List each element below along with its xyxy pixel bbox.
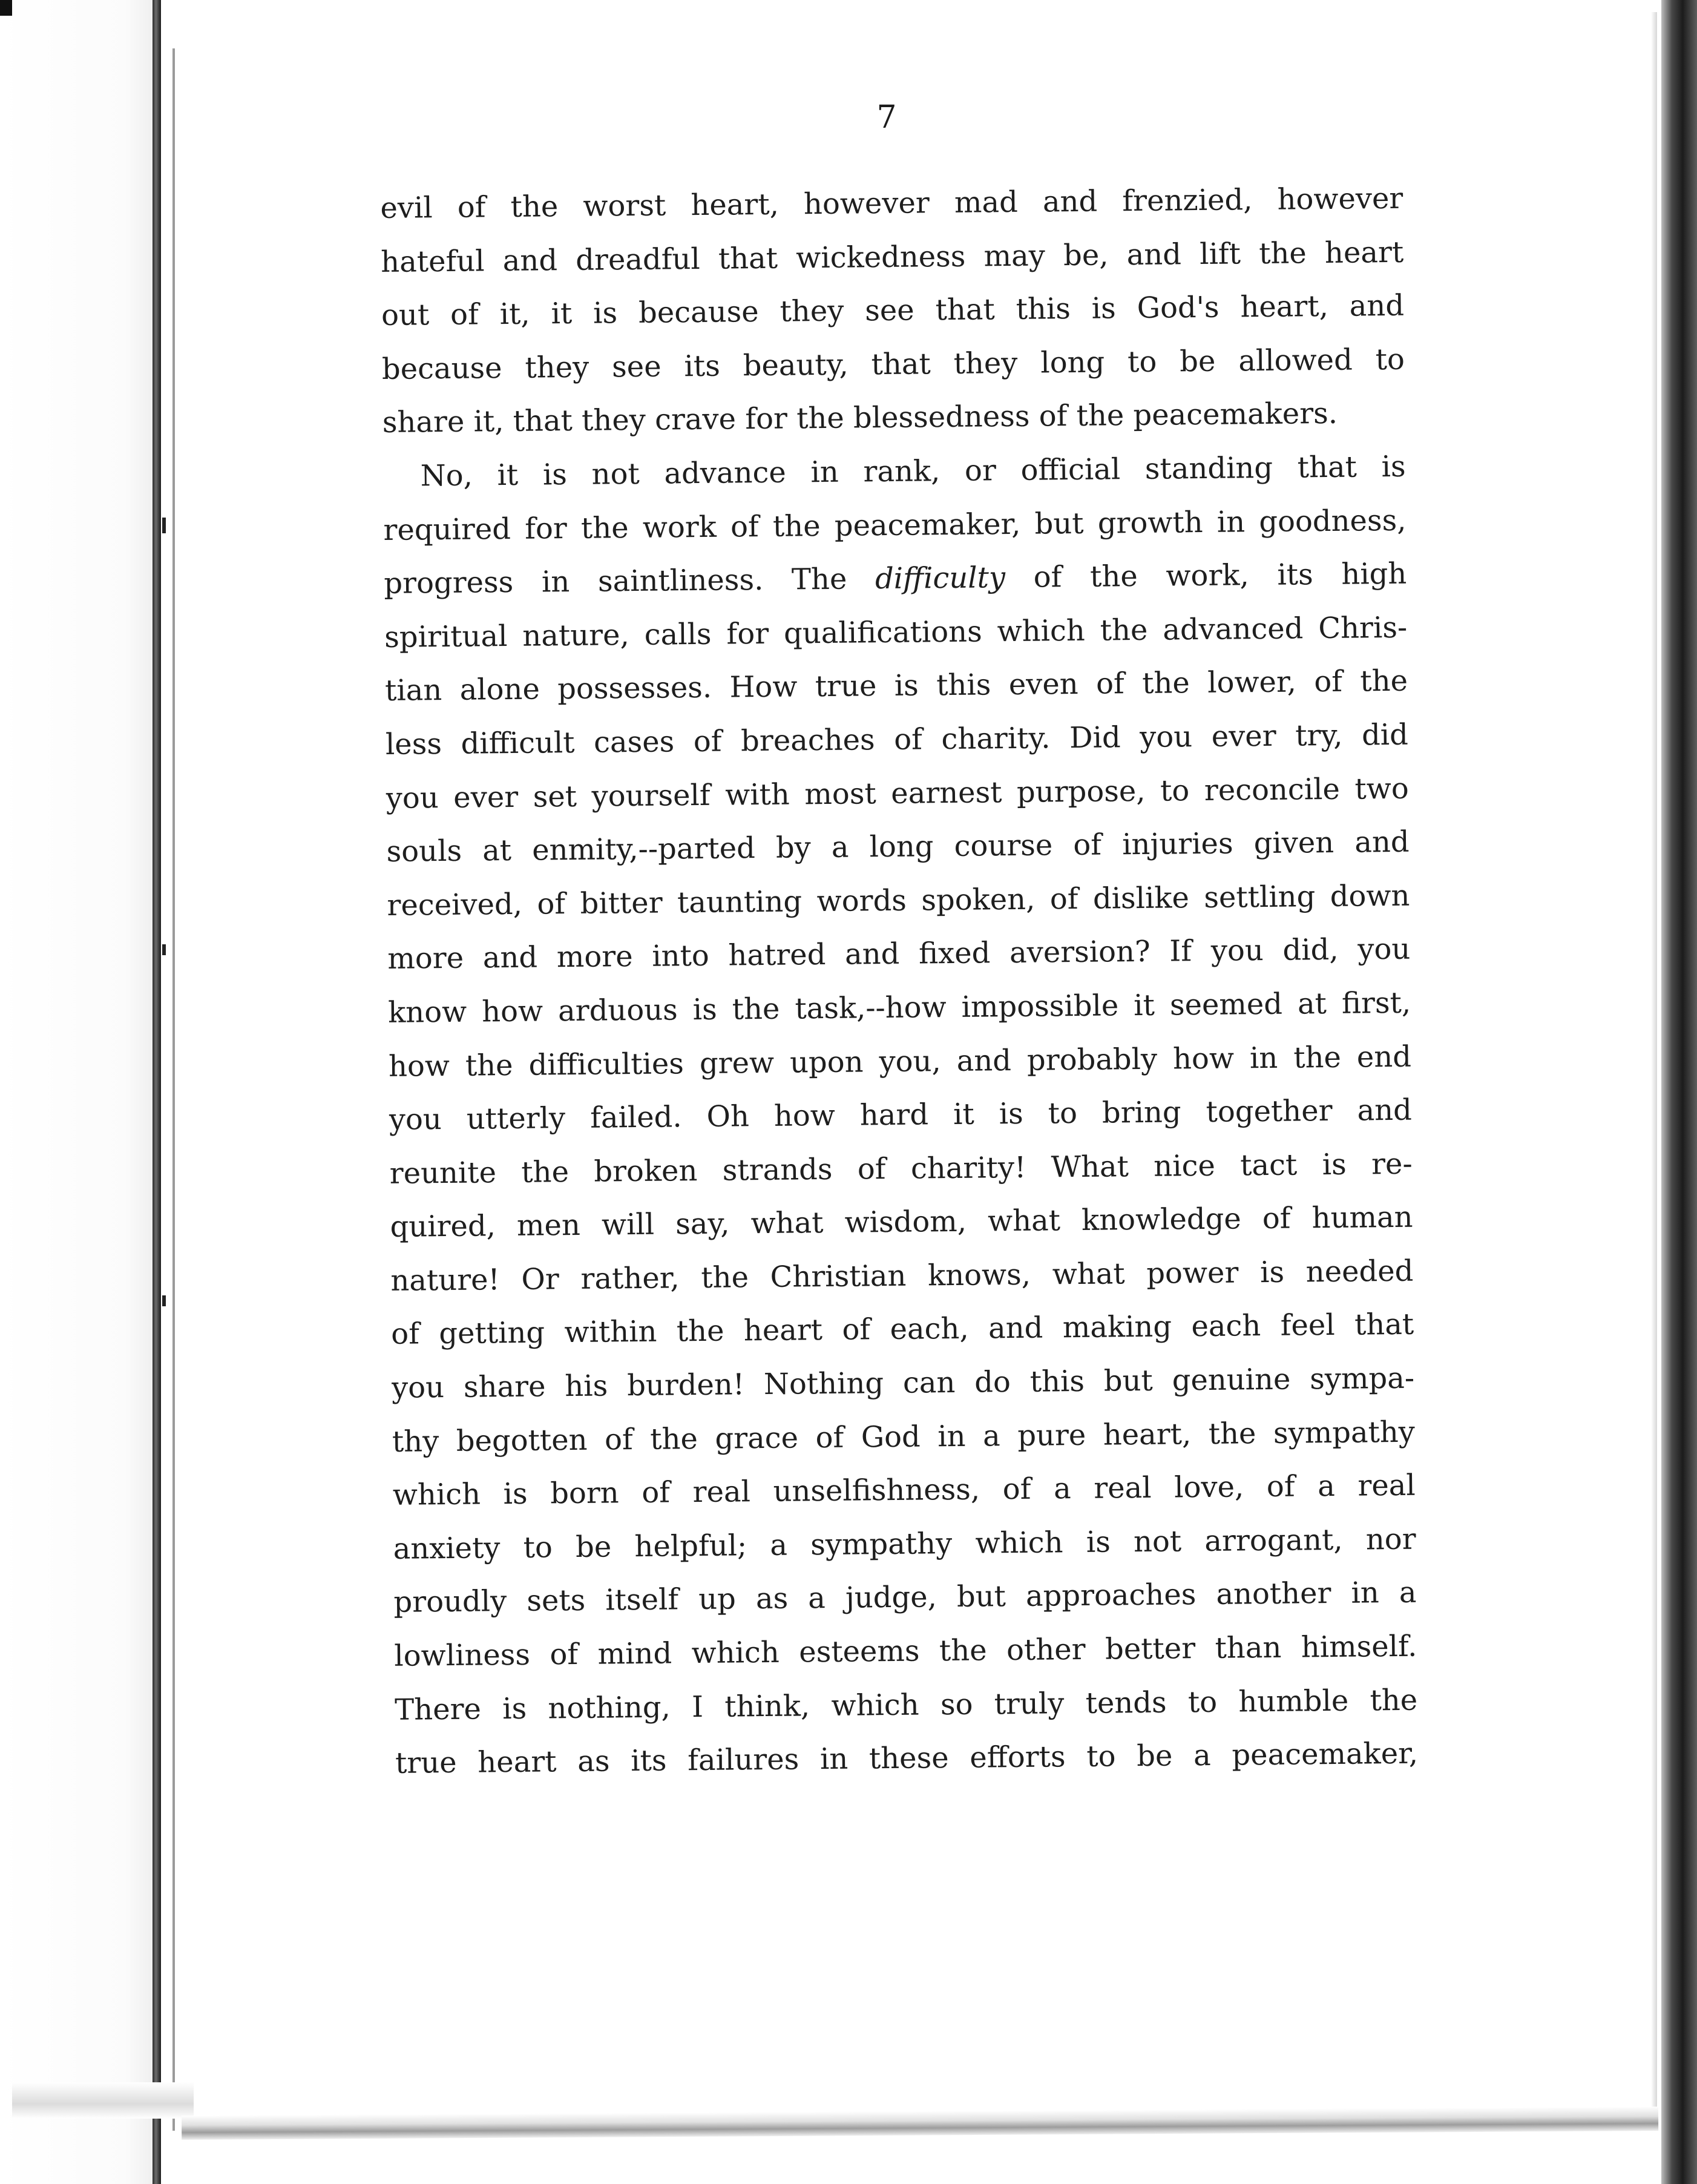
- text-line: which is born of real unselfishness, of a real love, of a real: [392, 1468, 1416, 1513]
- body-text: [380, 172, 1418, 1791]
- text-line: proudly sets itself up as a judge, but approaches another in a: [393, 1576, 1417, 1620]
- text-line: thy begotten of the grace of God in a pure heart, the sympathy: [392, 1415, 1416, 1459]
- text-line: you ever set yourself with most earnest purpose, to reconcile two: [386, 771, 1409, 815]
- text-line: because they see its beauty, that they long to be allowed to: [381, 342, 1405, 386]
- text-fragment: of the work, its high: [1005, 556, 1407, 595]
- text-line: more and more into hatred and fixed aversion? If you did, you: [387, 932, 1411, 976]
- margin-mark: [162, 518, 166, 533]
- text-line: true heart as its failures in these efforts to be a peacemaker,: [395, 1736, 1419, 1781]
- text-line: of getting within the heart of each, and making each feel that: [391, 1307, 1414, 1352]
- text-line: souls at enmity,--parted by a long course of injuries given and: [386, 824, 1410, 869]
- text-line: anxiety to be helpful; a sympathy which is not arrogant, nor: [393, 1522, 1416, 1566]
- text-line: received, of bitter taunting words spoken, of dislike settling down: [387, 878, 1410, 923]
- text-line: reunite the broken strands of charity! What nice tact is re-: [389, 1146, 1413, 1191]
- text-line: you share his burden! Nothing can do this but genuine sympa-: [391, 1361, 1415, 1405]
- text-line: out of it, it is because they see that this is God's heart, and: [381, 288, 1405, 333]
- scan-corner-mark: [0, 0, 12, 16]
- text-line: less difficult cases of breaches of charity. Did you ever try, did: [385, 717, 1409, 761]
- text-line: tian alone possesses. How true is this even of the lower, of the: [384, 664, 1408, 708]
- text-line: how the difficulties grew upon you, and probably how in the end: [388, 1039, 1412, 1084]
- text-line: lowliness of mind which esteems the other better than himself.: [394, 1629, 1417, 1673]
- facing-page-edge: [0, 0, 157, 2184]
- text-fragment: progress in saintliness. The: [384, 562, 876, 601]
- margin-mark: [162, 1295, 166, 1306]
- page-bottom-curl: [12, 2082, 194, 2119]
- text-line: quired, men will say, what wisdom, what knowledge of human: [390, 1200, 1413, 1245]
- text-line: you utterly failed. Oh how hard it is to bring together and: [389, 1093, 1413, 1137]
- binding-gutter: [153, 0, 161, 2184]
- paragraph-start-line: No, it is not advance in rank, or official standing that is: [420, 449, 1406, 493]
- text-line: required for the work of the peacemaker, but growth in goodness,: [383, 503, 1407, 547]
- text-line: hateful and dreadful that wickedness may be, and lift the heart: [381, 235, 1404, 279]
- page-number: 7: [876, 99, 897, 136]
- italic-word: difficulty: [875, 561, 1006, 596]
- page-right-shadow: [1651, 12, 1657, 2131]
- margin-mark: [162, 944, 166, 955]
- text-line: nature! Or rather, the Christian knows, what power is needed: [390, 1254, 1414, 1298]
- text-line: There is nothing, I think, which so truly tends to humble the: [394, 1683, 1418, 1727]
- page-edge-line: [172, 48, 175, 2131]
- text-line: share it, that they crave for the blessedness of the peacemakers.: [382, 396, 1338, 440]
- text-line: spiritual nature, calls for qualifications which the advanced Chris-: [384, 610, 1408, 654]
- text-line: evil of the worst heart, however mad and frenzied, however: [380, 181, 1403, 225]
- text-line: know how arduous is the task,--how impossible it seemed at first,: [387, 985, 1411, 1030]
- text-line-with-italic: [384, 547, 1407, 611]
- book-right-edge: [1661, 0, 1697, 2184]
